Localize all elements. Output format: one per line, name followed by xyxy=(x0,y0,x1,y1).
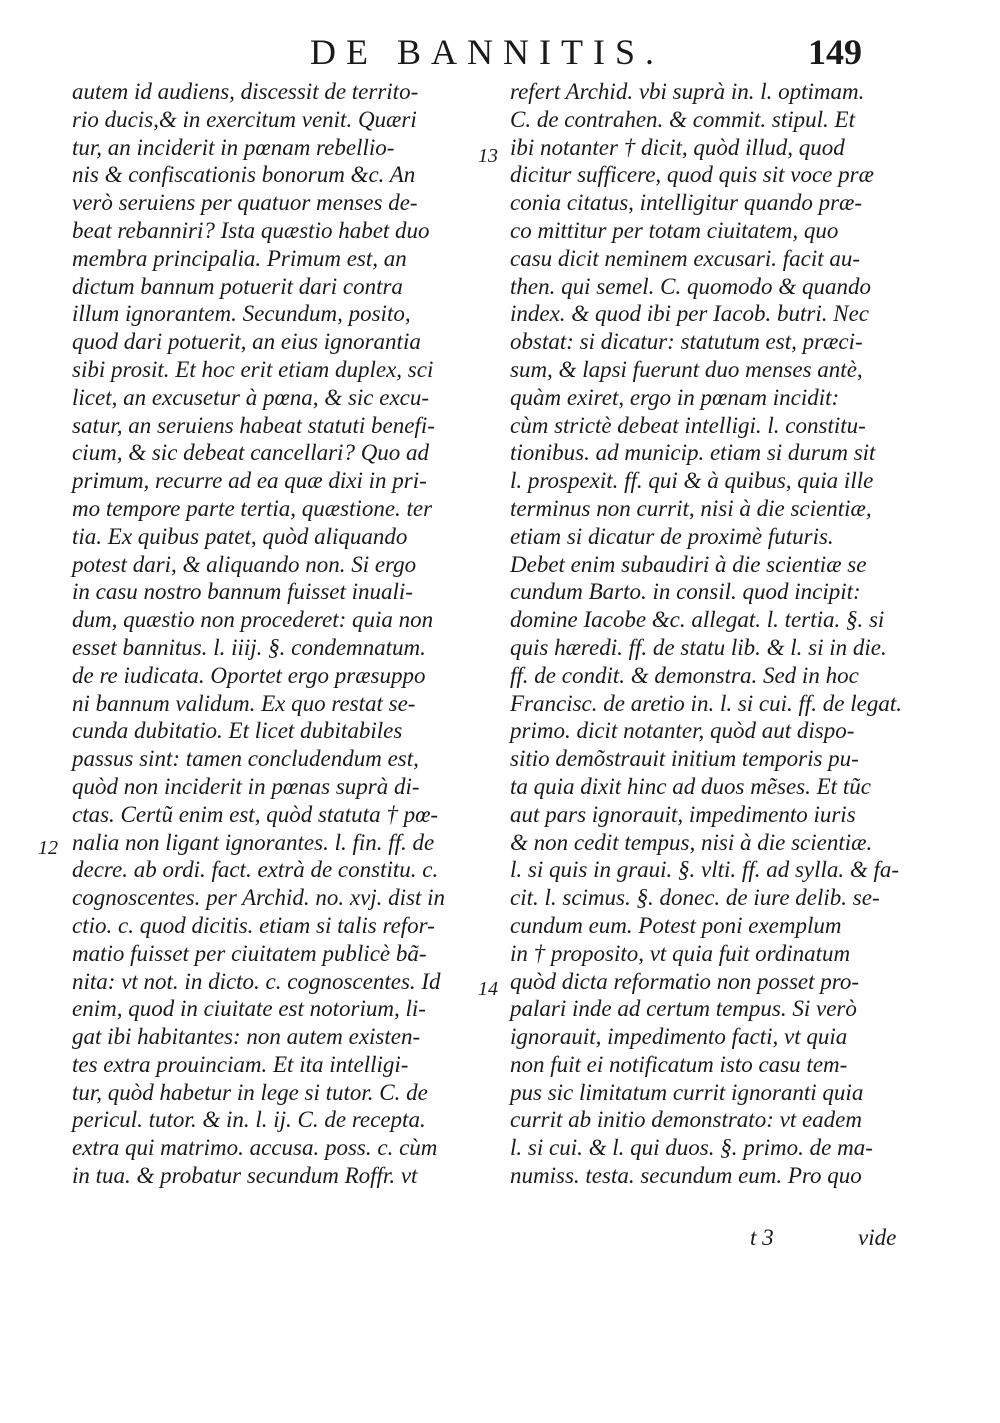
text-line: extra qui matrimo. accusa. poss. c. cùm xyxy=(72,1135,438,1161)
margin-number-12: 12 xyxy=(38,837,58,859)
text-line: cognoscentes. per Archid. no. xvj. dist in xyxy=(72,885,446,911)
text-line: cit. l. scimus. §. donec. de iure delib. se- xyxy=(510,885,880,911)
text-line: tia. Ex quibus patet, quòd aliquando xyxy=(72,523,408,549)
text-line: cium, & sic debeat cancellari? Quo ad xyxy=(72,440,430,466)
text-line: tionibus. ad municip. etiam si durum sit xyxy=(510,440,876,466)
text-line: ignorauit, impedimento facti, vt quia xyxy=(510,1024,848,1050)
margin-number-14: 14 xyxy=(478,978,498,1000)
text-line: & non cedit tempus, nisi à die scientiæ. xyxy=(510,829,873,855)
left-text-column xyxy=(72,78,482,1190)
text-line: ctas. Certũ enim est, quòd statuta † pœ- xyxy=(72,801,439,827)
catchword: vide xyxy=(858,1225,897,1250)
text-line: Francisc. de aretio in. l. si cui. ff. de legat. xyxy=(510,690,902,716)
text-line: ni bannum validum. Ex quo restat se- xyxy=(72,690,416,716)
text-line: quàm exiret, ergo in pœnam incidit: xyxy=(510,384,840,410)
page-number: 149 xyxy=(808,32,862,72)
text-line: cùm strictè debeat intelligi. l. constitu- xyxy=(510,412,866,438)
text-line: de re iudicata. Oportet ergo præsuppo xyxy=(72,662,426,688)
text-line: l. si quis in graui. §. vlti. ff. ad sylla. & fa- xyxy=(510,857,900,883)
text-line: rio ducis,& in exercitum venit. Quæri xyxy=(72,106,417,132)
text-line: l. si cui. & l. qui duos. §. primo. de ma- xyxy=(510,1135,873,1161)
text-line: membra principalia. Primum est, an xyxy=(72,245,407,271)
text-line: obstat: si dicatur: statutum est, præci- xyxy=(510,329,863,355)
text-line: refert Archid. vbi suprà in. l. optimam. xyxy=(510,79,865,104)
text-line: pus sic limitatum currit ignoranti quia xyxy=(510,1079,864,1105)
text-line: primo. dicit notanter, quòd aut dispo- xyxy=(510,718,855,744)
text-line: passus sint: tamen concludendum est, xyxy=(72,746,419,772)
text-line: quod dari potuerit, an eius ignorantia xyxy=(72,329,421,355)
text-line: nalia non ligant ignorantes. l. fin. ff. de xyxy=(72,829,435,855)
text-line: tur, quòd habetur in lege si tutor. C. de xyxy=(72,1079,428,1105)
text-line: nita: vt not. in dicto. c. cognoscentes. Id xyxy=(72,968,441,994)
text-line: dictum bannum potuerit dari contra xyxy=(72,273,403,299)
text-line: ff. de condit. & demonstra. Sed in hoc xyxy=(510,662,859,688)
text-line: esset bannitus. l. iiij. §. condemnatum. xyxy=(72,634,426,660)
text-line: casu dicit neminem excusari. facit au- xyxy=(510,245,861,271)
text-line: beat rebanniri? Ista quæstio habet duo xyxy=(72,217,430,243)
text-line: tes extra prouinciam. Et ita intelligi- xyxy=(72,1051,409,1077)
page-header xyxy=(0,30,1000,74)
text-line: ta quia dixit hinc ad duos mẽses. Et tũc xyxy=(510,773,871,799)
text-line: potest dari, & aliquando non. Si ergo xyxy=(72,551,417,577)
text-line: satur, an seruiens habeat statuti benefi- xyxy=(72,412,435,438)
text-line: quòd non inciderit in pœnas suprà di- xyxy=(72,773,420,799)
text-line: C. de contrahen. & commit. stipul. Et xyxy=(510,106,855,132)
text-line: l. prospexit. ff. qui & à quibus, quia ille xyxy=(510,468,874,494)
text-line: palari inde ad certum tempus. Si verò xyxy=(510,996,857,1022)
text-line: sum, & lapsi fuerunt duo menses antè, xyxy=(510,356,863,382)
text-line: sitio demõstrauit initium temporis pu- xyxy=(510,746,859,772)
text-line: co mittitur per totam ciuitatem, quo xyxy=(510,217,839,243)
text-line: Debet enim subaudiri à die scientiæ se xyxy=(510,551,867,577)
text-line: dicitur sufficere, quod quis sit voce præ xyxy=(510,162,874,188)
text-line: in tua. & probatur secundum Roffr. vt xyxy=(72,1163,418,1189)
margin-number-13: 13 xyxy=(478,145,498,167)
text-line: currit ab initio demonstrato: vt eadem xyxy=(510,1107,862,1133)
text-line: then. qui semel. C. quomodo & quando xyxy=(510,273,871,299)
text-line: numiss. testa. secundum eum. Pro quo xyxy=(510,1163,862,1189)
text-line: matio fuisset per ciuitatem publicè bã- xyxy=(72,940,427,966)
text-line: autem id audiens, discessit de territo- xyxy=(72,79,419,104)
text-line: dum, quæstio non procederet: quia non xyxy=(72,607,434,633)
text-line: quòd dicta reformatio non posset pro- xyxy=(510,968,860,994)
text-line: enim, quod in ciuitate est notorium, li- xyxy=(72,996,426,1022)
text-line: decre. ab ordi. fact. extrà de constitu. c. xyxy=(72,857,439,883)
signature-mark: t 3 xyxy=(750,1225,774,1250)
text-line: cundum eum. Potest poni exemplum xyxy=(510,912,842,938)
text-line: primum, recurre ad ea quæ dixi in pri- xyxy=(72,468,427,494)
text-line: cundum Barto. in consil. quod incipit: xyxy=(510,579,861,605)
text-line: mo tempore parte tertia, quæstione. ter xyxy=(72,495,433,521)
text-line: gat ibi habitantes: non autem existen- xyxy=(72,1024,421,1050)
text-line: index. & quod ibi per Iacob. butri. Nec xyxy=(510,301,869,327)
text-line: cunda dubitatio. Et licet dubitabiles xyxy=(72,718,403,744)
text-line: non fuit ei notificatum isto casu tem- xyxy=(510,1051,848,1077)
page-footer xyxy=(750,1225,920,1255)
running-title: DE BANNITIS. xyxy=(310,32,664,72)
text-line: conia citatus, intelligitur quando præ- xyxy=(510,190,863,216)
text-line: illum ignorantem. Secundum, posito, xyxy=(72,301,411,327)
text-line: tur, an inciderit in pœnam rebellio- xyxy=(72,134,395,160)
text-line: ctio. c. quod dicitis. etiam si talis refor- xyxy=(72,912,435,938)
text-line: terminus non currit, nisi à die scientiæ, xyxy=(510,495,872,521)
text-line: in casu nostro bannum fuisset inuali- xyxy=(72,579,413,605)
text-line: aut pars ignorauit, impedimento iuris xyxy=(510,801,856,827)
text-line: nis & confiscationis bonorum &c. An xyxy=(72,162,416,188)
text-line: etiam si dicatur de proximè futuris. xyxy=(510,523,834,549)
text-line: licet, an excusetur à pœna, & sic excu- xyxy=(72,384,430,410)
right-text-column xyxy=(510,78,915,1190)
text-line: in † proposito, vt quia fuit ordinatum xyxy=(510,940,851,966)
text-line: sibi prosit. Et hoc erit etiam duplex, sci xyxy=(72,356,434,382)
text-line: ibi notanter † dicit, quòd illud, quod xyxy=(510,134,845,160)
text-line: verò seruiens per quatuor menses de- xyxy=(72,190,418,216)
text-line: domine Iacobe &c. allegat. l. tertia. §. si xyxy=(510,607,885,633)
text-line: quis hæredi. ff. de statu lib. & l. si in die. xyxy=(510,634,887,660)
text-line: pericul. tutor. & in. l. ij. C. de recepta. xyxy=(72,1107,426,1133)
